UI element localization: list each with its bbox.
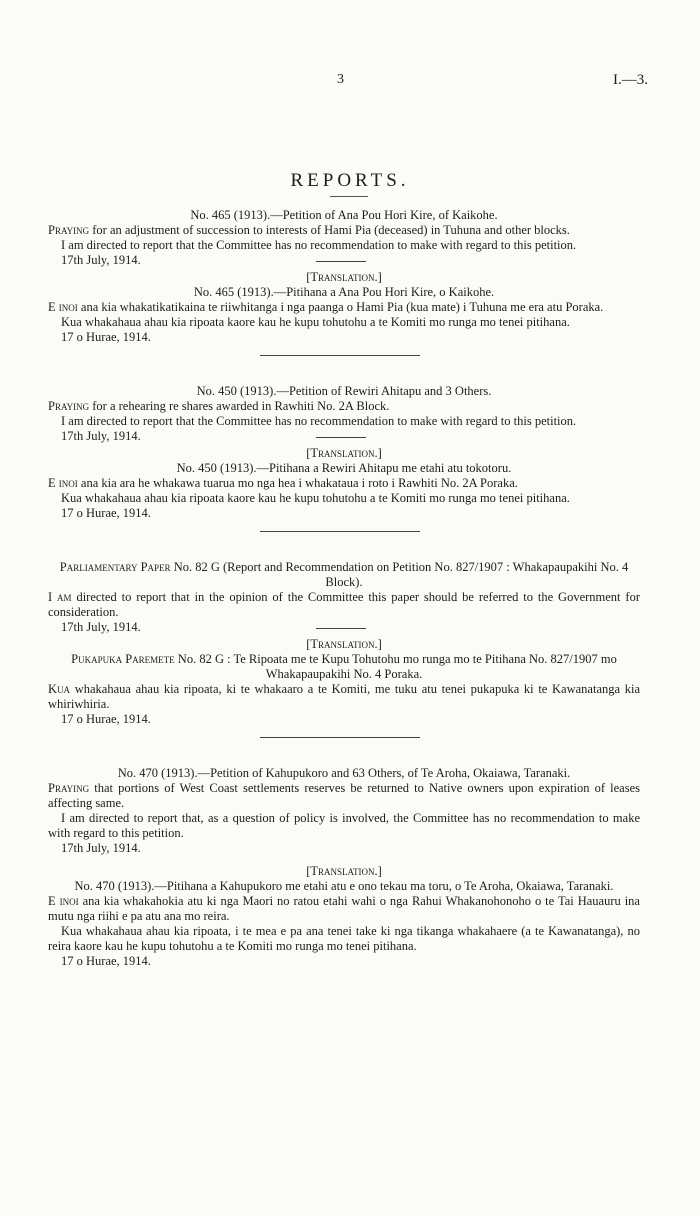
heading-lead: Parliamentary Paper [59, 560, 171, 574]
petition-heading: No. 465 (1913).—Petition of Ana Pou Hori Kire, of Kaikohe. [190, 208, 498, 222]
report-date: 17th July, 1914. [61, 841, 141, 855]
prayer-text: for a rehearing re shares awarded in Rawhiti No. 2A Block. [89, 399, 390, 413]
heading-text: No. 82 G (Report and Recommendation on Petition No. 827/1907 : Whakapaupakihi No. 4 Block). [170, 560, 629, 589]
prayer-text: ana kia whakatikatikaina te riiwhitanga i nga paanga o Hami Pia (kua mate) i Tuhuna me era atu Poraka. [77, 300, 604, 314]
short-rule [316, 261, 366, 262]
translation-heading [48, 652, 640, 682]
translation-heading: No. 465 (1913).—Pitihana a Ana Pou Hori Kire, o Kaikohe. [193, 285, 495, 299]
short-rule [316, 628, 366, 629]
translation-label: [Translation.] [306, 637, 382, 651]
translation-date: 17 o Hurae, 1914. [61, 330, 151, 344]
document-reference: I.—3. [613, 72, 648, 88]
title-rule [330, 196, 368, 197]
section-divider [260, 737, 420, 738]
report-section-465 [48, 208, 640, 356]
prayer-lead: E inoi [48, 476, 78, 490]
translation-report: Kua whakahaua ahau kia ripoata, i te mea e pa ana tenei take ki nga tikanga whakahaere (a te Kawanatanga), no reira kaore kau he kupu tohutohu a te Komiti mo runga mo tenei pitihana. [48, 924, 640, 953]
short-rule [316, 437, 366, 438]
translation-label: [Translation.] [306, 270, 382, 284]
report-date: 17th July, 1914. [61, 620, 141, 634]
translation-date: 17 o Hurae, 1914. [61, 712, 151, 726]
prayer-lead: E inoi [48, 300, 78, 314]
heading-text: No. 82 G : Te Ripoata me te Kupu Tohutohu mo runga mo te Pitihana No. 827/1907 mo Whakapaupakihi No. 4 Poraka. [174, 652, 617, 681]
petition-prayer [48, 223, 640, 238]
report-lead: I am [48, 590, 72, 604]
report-date: 17th July, 1914. [61, 429, 141, 443]
translation-prayer [48, 300, 640, 315]
report-text: whakahaua ahau kia ripoata, ki te whakaaro a te Komiti, me tuku atu tenei pukapuka ki te Kawanatanga kia whiriwhiria. [48, 682, 640, 711]
committee-report: I am directed to report that the Committee has no recommendation to make with regard to this petition. [61, 238, 577, 252]
translation-date: 17 o Hurae, 1914. [61, 506, 151, 520]
page-number: 3 [337, 72, 344, 87]
section-divider [260, 355, 420, 356]
report-section-450 [48, 384, 640, 532]
prayer-lead: Praying [48, 781, 90, 795]
reports-body [48, 208, 640, 969]
paper-heading [48, 560, 640, 590]
petition-prayer [48, 399, 640, 414]
translation-date: 17 o Hurae, 1914. [61, 954, 151, 968]
prayer-lead: Praying [48, 223, 90, 237]
report-lead: Kua [48, 682, 71, 696]
petition-heading: No. 470 (1913).—Petition of Kahupukoro and 63 Others, of Te Aroha, Okaiawa, Taranaki. [117, 766, 571, 780]
prayer-lead: E inoi [48, 894, 79, 908]
translation-prayer [48, 476, 640, 491]
committee-report: I am directed to report that, as a question of policy is involved, the Committee has no recommendation to make with regard to this petition. [48, 811, 640, 840]
prayer-text: that portions of West Coast settlements reserves be returned to Native owners upon expiration of leases affecting same. [48, 781, 640, 810]
report-section-470 [48, 766, 640, 969]
prayer-text: ana kia whakahokia atu ki nga Maori no ratou etahi wahi o nga Rahui Whakanohonoho o te Tai Hauauru ina mutu nga riihi e pa atu ana mo reira. [48, 894, 640, 923]
prayer-text: ana kia ara he whakawa tuarua mo nga hea i whakataua i roto i Rawhiti No. 2A Poraka. [77, 476, 518, 490]
translation-prayer [48, 894, 640, 924]
translation-heading: No. 470 (1913).—Pitihana a Kahupukoro me etahi atu e ono tekau ma toru, o Te Aroha, Okaiawa, Taranaki. [74, 879, 614, 893]
translation-report: Kua whakahaua ahau kia ripoata kaore kau he kupu tohutohu a te Komiti mo runga mo tenei pitihana. [61, 315, 570, 329]
report-section-paper-82g [48, 560, 640, 738]
translation-report: Kua whakahaua ahau kia ripoata kaore kau he kupu tohutohu a te Komiti mo runga mo tenei pitihana. [61, 491, 570, 505]
petition-prayer [48, 781, 640, 811]
committee-report [48, 590, 640, 620]
prayer-text: for an adjustment of succession to interests of Hami Pia (deceased) in Tuhuna and other blocks. [89, 223, 570, 237]
translation-label: [Translation.] [306, 864, 382, 878]
report-text: directed to report that in the opinion of the Committee this paper should be referred to the Government for consideration. [48, 590, 640, 619]
committee-report: I am directed to report that the Committee has no recommendation to make with regard to this petition. [61, 414, 577, 428]
petition-heading: No. 450 (1913).—Petition of Rewiri Ahitapu and 3 Others. [196, 384, 492, 398]
report-date: 17th July, 1914. [61, 253, 141, 267]
heading-lead: Pukapuka Paremete [71, 652, 175, 666]
prayer-lead: Praying [48, 399, 90, 413]
page-title: REPORTS. [290, 170, 410, 191]
translation-heading: No. 450 (1913).—Pitihana a Rewiri Ahitapu me etahi atu tokotoru. [176, 461, 512, 475]
translation-report [48, 682, 640, 712]
translation-label: [Translation.] [306, 446, 382, 460]
section-divider [260, 531, 420, 532]
